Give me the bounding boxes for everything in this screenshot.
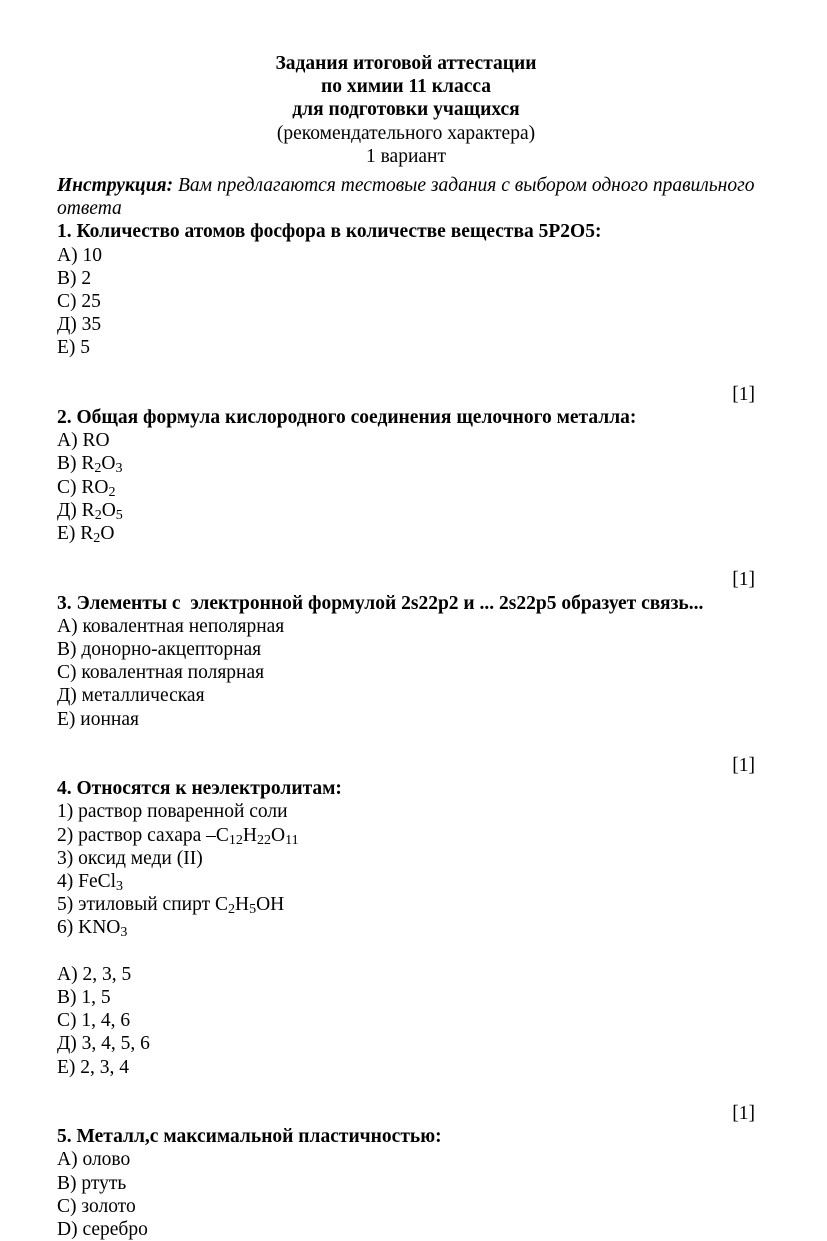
title-line-5: 1 вариант	[365, 145, 447, 167]
question-2	[57, 406, 755, 545]
instruction-text: Вам предлагаются тестовые задания с выбором одного правильного ответа	[57, 175, 755, 220]
score-mark: [1]	[732, 755, 755, 777]
title-line-3: для подготовки учащихся	[292, 99, 520, 121]
question-item: 4) FeCl$_3$	[57, 871, 124, 895]
question-heading: 3. Элементы с электронной формулой 2s22p2 и ... 2s22p5 образует связь...	[57, 592, 704, 614]
answer-option[interactable]: Д) $R_2O_5$	[57, 499, 123, 523]
answer-option[interactable]: Д) 3, 4, 5, 6	[57, 1033, 150, 1055]
question-5	[57, 1125, 755, 1241]
answer-option[interactable]: B) $R_2O_3$	[57, 453, 123, 477]
answer-option[interactable]: А) олово	[57, 1149, 131, 1171]
answer-option[interactable]: А) ковалентная неполярная	[57, 615, 285, 637]
answer-option[interactable]: B) 2	[57, 267, 92, 289]
answer-option[interactable]: C) ковалентная полярная	[57, 662, 265, 684]
answer-option[interactable]: C) золото	[57, 1195, 136, 1217]
answer-option[interactable]: E) $R_2O$	[57, 523, 115, 547]
question-4	[57, 777, 755, 1079]
score-mark: [1]	[732, 383, 755, 405]
answer-option[interactable]: C) $RO_2$	[57, 476, 116, 500]
question-item: 2) раствор сахара $-C_{12}H_{22}O_{11}$	[57, 824, 299, 848]
answer-option[interactable]: B) 1, 5	[57, 987, 111, 1009]
score-mark: [1]	[732, 569, 755, 591]
instruction-line	[57, 174, 755, 220]
answer-option[interactable]: Д) металлическая	[57, 685, 205, 707]
blank-line	[57, 940, 755, 963]
question-list	[57, 220, 755, 1241]
document-title	[57, 52, 755, 168]
mark-gap	[57, 731, 755, 754]
question-heading: 4. Относятся к неэлектролитам:	[57, 778, 342, 800]
title-line-2: по химии 11 класса	[321, 76, 491, 98]
question-item: 1) раствор поваренной соли	[57, 801, 288, 823]
instruction-label: Инструкция:	[57, 175, 174, 197]
question-3	[57, 592, 755, 731]
answer-option[interactable]: А) RO	[57, 430, 110, 452]
mark-gap	[57, 545, 755, 568]
answer-option[interactable]: B) ртуть	[57, 1172, 127, 1194]
answer-option[interactable]: C) 1, 4, 6	[57, 1010, 131, 1032]
answer-option[interactable]: А) 2, 3, 5	[57, 963, 132, 985]
answer-option[interactable]: E) ионная	[57, 708, 139, 730]
question-item: 6) $KNO_3$	[57, 917, 128, 941]
title-line-1: Задания итоговой аттестации	[275, 53, 537, 74]
question-item: 3) оксид меди (II)	[57, 847, 203, 869]
title-line-4: (рекомендательного характера)	[276, 122, 536, 144]
question-heading: 1. Количество атомов фосфора в количестве вещества 5P2O5:	[57, 221, 602, 243]
answer-option[interactable]: B) донорно-акцепторная	[57, 639, 262, 661]
question-heading: 5. Металл,с максимальной пластичностью:	[57, 1126, 442, 1148]
answer-option[interactable]: Д) 35	[57, 314, 102, 336]
answer-option[interactable]: E) 5	[57, 337, 91, 359]
mark-gap	[57, 360, 755, 383]
answer-option[interactable]: C) 25	[57, 291, 101, 313]
answer-option[interactable]: А) 10	[57, 244, 102, 266]
answer-option[interactable]: D) серебро	[57, 1219, 148, 1241]
mark-gap	[57, 1079, 755, 1102]
question-heading: 2. Общая формула кислородного соединения щелочного металла:	[57, 407, 637, 429]
question-1	[57, 220, 755, 359]
answer-option[interactable]: E) 2, 3, 4	[57, 1056, 130, 1078]
score-mark: [1]	[732, 1103, 755, 1125]
question-item: 5) этиловый спирт $C_2H_5OH$	[57, 894, 285, 918]
